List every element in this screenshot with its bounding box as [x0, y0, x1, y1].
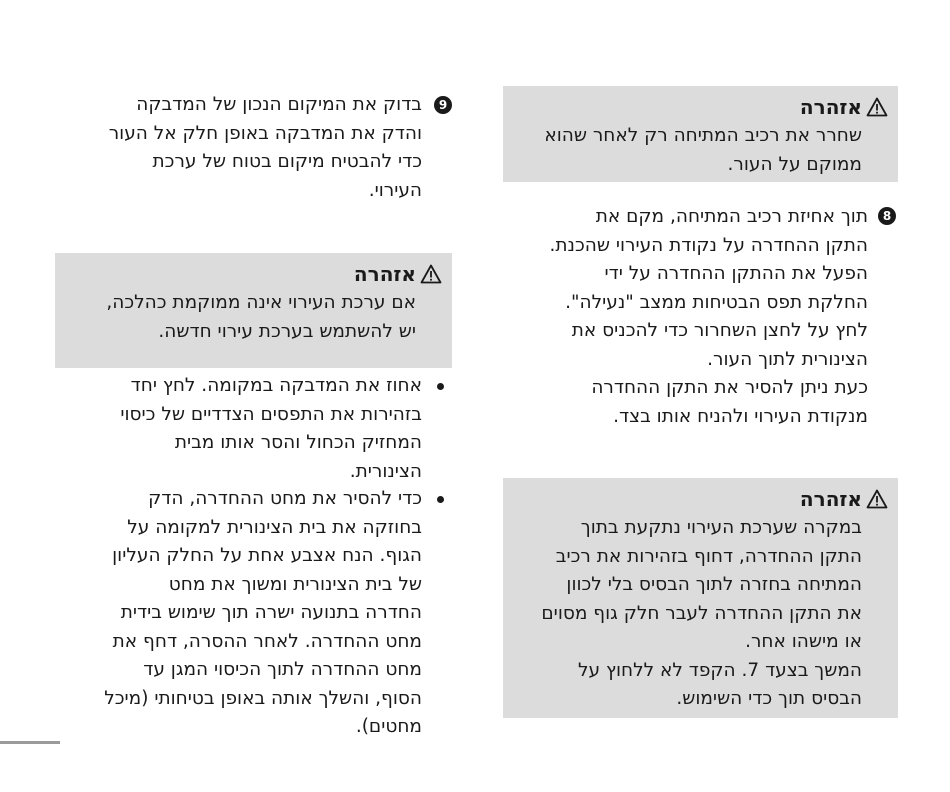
- warning-heading: [65, 261, 442, 287]
- warning-triangle-icon: [866, 97, 888, 117]
- step-number-badge: 9: [434, 96, 452, 114]
- warning-triangle-icon: [420, 264, 442, 284]
- bullet-dot-icon: [437, 496, 444, 503]
- warning-text: במקרה שערכת העירוי נתקעת בתוך התקן ההחדרה, דחוף בזהירות את רכיב המתיחה בחזרה לתוך הבסיס בלי לכוון את התקן ההחדרה לעבר חלק גוף מסוים או מישהו אחר. המשך בצעד 7. הקפד לא ללחוץ על הבסיס תוך כדי השימוש.: [541, 517, 862, 709]
- warning-heading: [513, 94, 888, 120]
- warning-text: אם ערכת העירוי אינה ממוקמת כהלכה, יש להשתמש בערכת עירוי חדשה.: [106, 292, 416, 342]
- warning-text: שחרר את רכיב המתיחה רק לאחר שהוא ממוקם על העור.: [544, 125, 862, 175]
- step-9: [60, 91, 452, 205]
- warning-label: אזהרה: [799, 95, 862, 119]
- warning-label: אזהרה: [799, 487, 862, 511]
- step-number-badge: 8: [878, 207, 896, 225]
- warning-box-2: [503, 478, 898, 718]
- warning-box-1: [503, 86, 898, 182]
- bullet-item-2: [55, 485, 452, 742]
- warning-label: אזהרה: [353, 262, 416, 286]
- bullet-text: אחוז את המדבקה במקומה. לחץ יחד בזהירות את התפסים הצדדיים של כיסוי המחזיק הכחול והסר אותו מבית הצינורית.: [120, 375, 422, 482]
- bullet-dot-icon: [437, 383, 444, 390]
- step-text: תוך אחיזת רכיב המתיחה, מקם את התקן ההחדרה על נקודת העירוי שהכנת. הפעל את ההתקן ההחדרה על ידי החלקת תפס הבטיחות ממצב "נעילה". לחץ על לחצן השחרור כדי להכניס את הצינורית לתוך העור. כעת ניתן להסיר את התקן ההחדרה מנקודת העירוי ולהניח אותו בצד.: [549, 206, 868, 427]
- warning-heading: [513, 486, 888, 512]
- warning-box-3: [55, 253, 452, 368]
- page-corner-rule: [0, 741, 60, 744]
- bullet-text: כדי להסיר את מחט ההחדרה, הדק בחוזקה את בית הצינורית למקומה על הגוף. הנח אצבע אחת על החלק העליון של בית הצינורית ומשוך את מחט החדרה בתנועה ישרה תוך שימוש בידית מחט ההחדרה. לאחר ההסרה, דחף את מחט ההחדרה לתוך הכיסוי המגן עד הסוף, והשלך אותה באופן בטיחותי (מיכל מחטים).: [104, 488, 422, 737]
- warning-triangle-icon: [866, 489, 888, 509]
- step-text: בדוק את המיקום הנכון של המדבקה והדק את המדבקה באופן חלק אל העור כדי להבטיח מיקום בטוח של ערכת העירוי.: [108, 94, 422, 201]
- step-8: [500, 203, 898, 431]
- bullet-item-1: [55, 372, 452, 486]
